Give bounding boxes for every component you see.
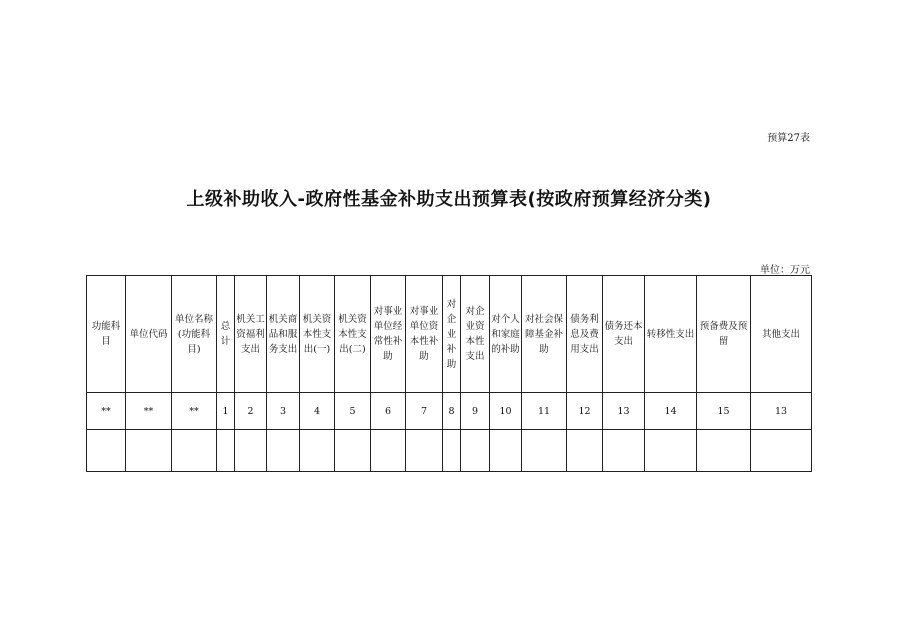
column-header [567, 276, 603, 393]
column-index: 8 [443, 393, 461, 430]
column-header-label: 转移性支出 [646, 328, 695, 340]
unit-label: 单位：万元 [760, 265, 810, 276]
column-index: 4 [300, 393, 335, 430]
column-header-label: 总计 [220, 321, 231, 347]
data-cell [126, 430, 172, 472]
column-header [217, 276, 235, 393]
column-header-label: 对事业单位经常性补助 [373, 306, 403, 362]
data-cell [567, 430, 603, 472]
column-index: 1 [217, 393, 235, 430]
column-header-label: 其他支出 [761, 328, 800, 340]
column-header-label: 对社会保障基金补助 [524, 313, 563, 355]
column-header [443, 276, 461, 393]
column-header-label: 对个人和家庭的补助 [491, 313, 520, 355]
column-index: 9 [461, 393, 490, 430]
column-header-label: 单位名称(功能科目) [174, 313, 213, 355]
column-index: 10 [490, 393, 522, 430]
form-number: 预算27表 [767, 133, 810, 144]
data-cell [371, 430, 406, 472]
column-header [87, 276, 126, 393]
data-row [87, 430, 812, 472]
data-cell [235, 430, 267, 472]
column-header [522, 276, 567, 393]
column-header [603, 276, 645, 393]
column-index: 13 [603, 393, 645, 430]
column-header [371, 276, 406, 393]
column-header [461, 276, 490, 393]
data-cell [217, 430, 235, 472]
column-index: ** [172, 393, 217, 430]
column-header [490, 276, 522, 393]
column-header-label: 债务还本支出 [604, 321, 643, 347]
column-header-label: 机关工资福利支出 [236, 313, 265, 355]
data-cell [645, 430, 697, 472]
data-cell [335, 430, 371, 472]
column-header-label: 机关商品和服务支出 [268, 313, 298, 355]
column-header-label: 对企业资本性支出 [465, 306, 485, 362]
column-header [751, 276, 812, 393]
column-header-label: 债务利息及费用支出 [570, 313, 599, 355]
data-cell [406, 430, 443, 472]
page-title: 上级补助收入-政府性基金补助支出预算表(按政府预算经济分类) [186, 189, 712, 210]
budget-table [86, 275, 812, 472]
column-header [645, 276, 697, 393]
column-index: 2 [235, 393, 267, 430]
column-header-label: 机关资本性支出(一) [302, 313, 332, 355]
column-header [172, 276, 217, 393]
column-header-label: 机关资本性支出(二) [338, 313, 367, 355]
column-index: 5 [335, 393, 371, 430]
column-header [697, 276, 751, 393]
data-cell [603, 430, 645, 472]
column-index: 7 [406, 393, 443, 430]
column-index: 12 [567, 393, 603, 430]
data-cell [267, 430, 300, 472]
header-row [87, 276, 812, 393]
column-index: ** [126, 393, 172, 430]
data-cell [300, 430, 335, 472]
column-header [126, 276, 172, 393]
column-header-label: 预备费及预留 [699, 321, 748, 347]
column-header-label: 功能科目 [91, 321, 121, 347]
column-header-label: 对企业补助 [446, 298, 457, 370]
data-cell [461, 430, 490, 472]
column-header [267, 276, 300, 393]
column-index: 15 [697, 393, 751, 430]
column-index: 6 [371, 393, 406, 430]
column-index: 11 [522, 393, 567, 430]
data-cell [490, 430, 522, 472]
column-index: 14 [645, 393, 697, 430]
data-cell [443, 430, 461, 472]
column-header [300, 276, 335, 393]
column-header [235, 276, 267, 393]
column-index: 13 [751, 393, 812, 430]
column-index: 3 [267, 393, 300, 430]
data-cell [697, 430, 751, 472]
column-header [335, 276, 371, 393]
column-header-label: 单位代码 [129, 328, 168, 340]
data-cell [87, 430, 126, 472]
data-cell [751, 430, 812, 472]
data-cell [172, 430, 217, 472]
column-index: ** [87, 393, 126, 430]
index-row [87, 393, 812, 430]
data-cell [522, 430, 567, 472]
column-header [406, 276, 443, 393]
column-header-label: 对事业单位资本性补助 [409, 306, 439, 362]
